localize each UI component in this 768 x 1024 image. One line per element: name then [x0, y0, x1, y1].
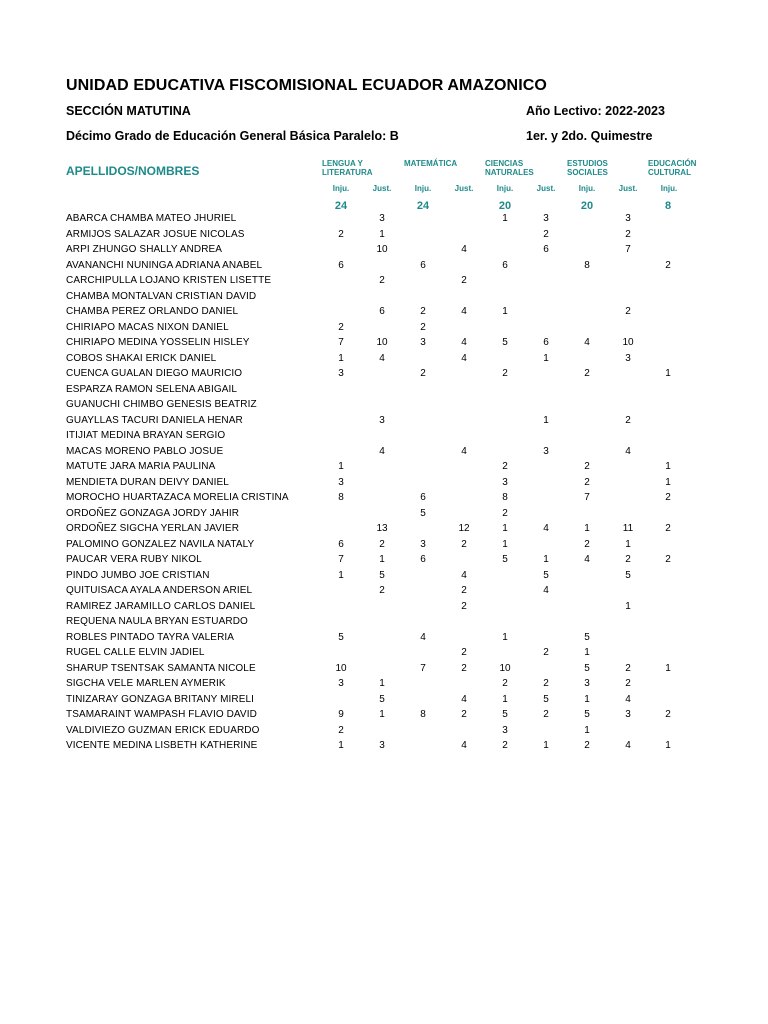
subject-total: 24 — [334, 200, 348, 212]
absence-count: 2 — [543, 228, 549, 240]
absence-count: 2 — [665, 492, 671, 503]
subject-total: 20 — [498, 200, 512, 212]
absence-count: 6 — [338, 538, 344, 550]
table-row — [0, 570, 690, 586]
justified-header: Just. — [454, 184, 474, 193]
absence-count: 1 — [665, 368, 671, 379]
absence-count: 1 — [584, 523, 590, 534]
absence-count: 7 — [584, 492, 590, 503]
subject-header: ESTUDIOS SOCIALES — [567, 159, 608, 177]
absence-count: 12 — [458, 523, 470, 534]
table-row — [0, 740, 690, 756]
absence-count: 1 — [502, 631, 508, 643]
absence-count: 2 — [502, 740, 508, 751]
subject-header: LENGUA Y LITERATURA — [322, 159, 373, 177]
absence-count: 2 — [665, 709, 671, 720]
subject-total: 24 — [416, 200, 430, 212]
subject-total: 8 — [664, 200, 672, 212]
absence-count: 1 — [379, 678, 385, 689]
absence-count: 1 — [584, 693, 590, 705]
table-row — [0, 461, 690, 477]
absence-count: 1 — [665, 461, 671, 472]
absence-count: 9 — [338, 709, 344, 720]
absence-count: 5 — [338, 631, 344, 643]
absence-count: 7 — [338, 554, 344, 565]
student-name: MOROCHO HUARTAZACA MORELIA CRISTINA — [66, 492, 289, 503]
absence-count: 6 — [543, 244, 549, 255]
absence-count: 4 — [461, 740, 467, 751]
student-name: VICENTE MEDINA LISBETH KATHERINE — [66, 740, 258, 751]
student-name: CHIRIAPO MEDINA YOSSELIN HISLEY — [66, 337, 250, 348]
absence-count: 5 — [584, 662, 590, 674]
student-name: TINIZARAY GONZAGA BRITANY MIRELI — [66, 693, 255, 705]
document-title: UNIDAD EDUCATIVA FISCOMISIONAL ECUADOR AMAZONICO — [66, 77, 547, 94]
absence-count: 2 — [338, 724, 344, 736]
absence-count: 1 — [543, 740, 549, 751]
table-row — [0, 275, 690, 291]
absence-count: 4 — [625, 693, 631, 705]
subject-header: MATEMÁTICA — [404, 159, 458, 168]
table-row — [0, 384, 690, 400]
absence-count: 1 — [584, 724, 590, 736]
absence-count: 4 — [461, 244, 467, 255]
absence-count: 1 — [625, 538, 631, 550]
student-name: ABARCA CHAMBA MATEO JHURIEL — [66, 213, 237, 224]
absence-count: 2 — [461, 647, 467, 658]
student-name: CUENCA GUALAN DIEGO MAURICIO — [66, 368, 243, 379]
absence-count: 1 — [338, 352, 344, 364]
absence-count: 5 — [502, 709, 508, 720]
absence-count: 3 — [502, 476, 508, 488]
absence-count: 5 — [379, 693, 385, 705]
absence-count: 2 — [461, 709, 467, 720]
subject-header: CIENCIAS NATURALES — [485, 159, 534, 177]
absence-count: 2 — [502, 507, 508, 519]
absence-count: 2 — [379, 538, 385, 550]
absence-count: 2 — [584, 538, 590, 550]
absence-count: 3 — [379, 414, 385, 426]
absence-count: 6 — [420, 259, 426, 271]
absence-count: 5 — [584, 631, 590, 643]
table-row — [0, 399, 690, 415]
absence-count: 1 — [502, 538, 508, 550]
absence-count: 7 — [625, 244, 631, 255]
absence-count: 2 — [625, 662, 631, 674]
table-row — [0, 632, 690, 648]
absence-count: 4 — [584, 554, 590, 565]
table-row — [0, 229, 690, 245]
table-row — [0, 446, 690, 462]
student-name: ITIJIAT MEDINA BRAYAN SERGIO — [66, 430, 226, 441]
table-row — [0, 213, 690, 229]
absence-count: 6 — [420, 554, 426, 565]
student-name: SIGCHA VELE MARLEN AYMERIK — [66, 678, 226, 689]
absence-count: 1 — [338, 569, 344, 581]
absence-count: 1 — [543, 554, 549, 565]
student-name: CHIRIAPO MACAS NIXON DANIEL — [66, 321, 229, 333]
subject-header: EDUCACIÓN CULTURAL — [648, 159, 697, 177]
student-name: MATUTE JARA MARIA PAULINA — [66, 461, 216, 472]
absence-count: 5 — [379, 569, 385, 581]
table-row — [0, 291, 690, 307]
absence-count: 3 — [338, 476, 344, 488]
absence-count: 3 — [543, 213, 549, 224]
absence-count: 2 — [461, 275, 467, 286]
absence-count: 4 — [461, 337, 467, 348]
table-row — [0, 554, 690, 570]
student-name: ESPARZA RAMON SELENA ABIGAIL — [66, 383, 238, 395]
absence-count: 2 — [665, 259, 671, 271]
justified-header: Just. — [618, 184, 638, 193]
absence-count: 2 — [665, 523, 671, 534]
table-row — [0, 508, 690, 524]
student-name: GUANUCHI CHIMBO GENESIS BEATRIZ — [66, 399, 257, 410]
absence-count: 2 — [502, 678, 508, 689]
absence-count: 4 — [461, 693, 467, 705]
unjustified-header: Inju. — [496, 184, 514, 193]
absence-count: 5 — [543, 693, 549, 705]
absence-count: 2 — [461, 538, 467, 550]
absence-count: 2 — [338, 228, 344, 240]
student-name: CHAMBA MONTALVAN CRISTIAN DAVID — [66, 290, 257, 302]
absence-count: 1 — [338, 740, 344, 751]
absence-count: 8 — [420, 709, 426, 720]
justified-header: Just. — [372, 184, 392, 193]
absence-count: 2 — [625, 554, 631, 565]
table-row — [0, 337, 690, 353]
absence-count: 8 — [584, 259, 590, 271]
table-row — [0, 725, 690, 741]
absence-count: 1 — [502, 306, 508, 317]
table-row — [0, 647, 690, 663]
student-name: CARCHIPULLA LOJANO KRISTEN LISETTE — [66, 275, 272, 286]
table-row — [0, 368, 690, 384]
absence-count: 1 — [665, 662, 671, 674]
absence-count: 4 — [379, 445, 385, 457]
table-row — [0, 306, 690, 322]
table-row — [0, 663, 690, 679]
absence-count: 2 — [502, 368, 508, 379]
absence-count: 2 — [543, 678, 549, 689]
student-name: MENDIETA DURAN DEIVY DANIEL — [66, 476, 229, 488]
absence-count: 6 — [420, 492, 426, 503]
school-year: Año Lectivo: 2022-2023 — [526, 104, 665, 118]
absence-count: 5 — [420, 507, 426, 519]
student-name: ORDOÑEZ SIGCHA YERLAN JAVIER — [66, 523, 240, 534]
absence-count: 2 — [584, 368, 590, 379]
absence-count: 1 — [379, 554, 385, 565]
absence-count: 6 — [543, 337, 549, 348]
absence-count: 3 — [543, 445, 549, 457]
absence-count: 1 — [379, 709, 385, 720]
absence-count: 2 — [502, 461, 508, 472]
absence-count: 3 — [420, 538, 426, 550]
student-name: ARPI ZHUNGO SHALLY ANDREA — [66, 244, 223, 255]
absence-count: 2 — [379, 585, 385, 596]
student-name: RAMIREZ JARAMILLO CARLOS DANIEL — [66, 600, 256, 612]
table-row — [0, 694, 690, 710]
absence-count: 8 — [338, 492, 344, 503]
absence-count: 4 — [584, 337, 590, 348]
absence-count: 2 — [625, 678, 631, 689]
absence-count: 1 — [502, 693, 508, 705]
table-row — [0, 415, 690, 431]
absence-count: 5 — [543, 569, 549, 581]
absence-count: 5 — [625, 569, 631, 581]
absence-count: 2 — [379, 275, 385, 286]
absence-count: 2 — [625, 306, 631, 317]
table-row — [0, 430, 690, 446]
absence-count: 1 — [338, 461, 344, 472]
student-name: SHARUP TSENTSAK SAMANTA NICOLE — [66, 662, 256, 674]
absence-count: 2 — [584, 476, 590, 488]
absence-count: 1 — [379, 228, 385, 240]
absence-count: 2 — [338, 321, 344, 333]
student-name: PALOMINO GONZALEZ NAVILA NATALY — [66, 538, 255, 550]
table-row — [0, 492, 690, 508]
absence-count: 4 — [625, 445, 631, 457]
absence-count: 10 — [376, 337, 388, 348]
absence-count: 5 — [502, 337, 508, 348]
absence-count: 7 — [338, 337, 344, 348]
unjustified-header: Inju. — [578, 184, 596, 193]
unjustified-header: Inju. — [332, 184, 350, 193]
student-name: QUITUISACA AYALA ANDERSON ARIEL — [66, 585, 253, 596]
absence-count: 2 — [461, 585, 467, 596]
absence-count: 3 — [379, 213, 385, 224]
absence-count: 2 — [543, 647, 549, 658]
absence-count: 1 — [543, 352, 549, 364]
student-name: PAUCAR VERA RUBY NIKOL — [66, 554, 202, 565]
absence-count: 1 — [543, 414, 549, 426]
absence-count: 2 — [584, 740, 590, 751]
student-name: RUGEL CALLE ELVIN JADIEL — [66, 647, 205, 658]
student-name: GUAYLLAS TACURI DANIELA HENAR — [66, 414, 243, 426]
absence-count: 3 — [338, 368, 344, 379]
section-label: SECCIÓN MATUTINA — [66, 104, 191, 118]
absence-count: 3 — [379, 740, 385, 751]
absence-count: 3 — [625, 352, 631, 364]
unjustified-header: Inju. — [414, 184, 432, 193]
absence-count: 3 — [584, 678, 590, 689]
grade-label: Décimo Grado de Educación General Básica Paralelo: B — [66, 129, 399, 143]
absence-count: 3 — [420, 337, 426, 348]
absence-count: 2 — [625, 228, 631, 240]
term-label: 1er. y 2do. Quimestre — [526, 129, 653, 143]
absence-count: 2 — [665, 554, 671, 565]
absence-count: 5 — [502, 554, 508, 565]
absence-count: 1 — [665, 476, 671, 488]
table-row — [0, 601, 690, 617]
names-column-header: APELLIDOS/NOMBRES — [66, 164, 200, 178]
absence-count: 3 — [502, 724, 508, 736]
table-row — [0, 539, 690, 555]
absence-count: 2 — [420, 368, 426, 379]
absence-count: 13 — [376, 523, 388, 534]
absence-count: 7 — [420, 662, 426, 674]
absence-count: 1 — [584, 647, 590, 658]
student-name: CHAMBA PEREZ ORLANDO DANIEL — [66, 306, 239, 317]
table-row — [0, 678, 690, 694]
absence-count: 10 — [499, 662, 511, 674]
absence-count: 2 — [420, 306, 426, 317]
absence-count: 3 — [338, 678, 344, 689]
student-name: AVANANCHI NUNINGA ADRIANA ANABEL — [66, 259, 263, 271]
absence-count: 2 — [543, 709, 549, 720]
absence-count: 4 — [461, 569, 467, 581]
absence-count: 8 — [502, 492, 508, 503]
justified-header: Just. — [536, 184, 556, 193]
table-row — [0, 709, 690, 725]
absence-count: 10 — [335, 662, 347, 674]
absence-count: 1 — [502, 523, 508, 534]
absence-count: 11 — [622, 523, 634, 534]
student-name: COBOS SHAKAI ERICK DANIEL — [66, 352, 217, 364]
student-name: VALDIVIEZO GUZMAN ERICK EDUARDO — [66, 724, 260, 736]
absence-count: 2 — [625, 414, 631, 426]
absence-count: 4 — [379, 352, 385, 364]
absence-count: 5 — [584, 709, 590, 720]
absence-count: 10 — [622, 337, 634, 348]
table-row — [0, 322, 690, 338]
absence-count: 4 — [543, 585, 549, 596]
student-name: MACAS MORENO PABLO JOSUE — [66, 445, 224, 457]
absence-count: 3 — [625, 709, 631, 720]
absence-count: 1 — [625, 600, 631, 612]
absence-count: 4 — [461, 352, 467, 364]
table-row — [0, 477, 690, 493]
absence-count: 1 — [502, 213, 508, 224]
absence-count: 6 — [338, 259, 344, 271]
table-row — [0, 616, 690, 632]
absence-count: 6 — [379, 306, 385, 317]
table-row — [0, 260, 690, 276]
student-name: ORDOÑEZ GONZAGA JORDY JAHIR — [66, 507, 240, 519]
absence-count: 4 — [461, 445, 467, 457]
student-name: ARMIJOS SALAZAR JOSUE NICOLAS — [66, 228, 245, 240]
absence-count: 6 — [502, 259, 508, 271]
absence-count: 1 — [665, 740, 671, 751]
absence-count: 4 — [543, 523, 549, 534]
student-name: ROBLES PINTADO TAYRA VALERIA — [66, 631, 235, 643]
table-row — [0, 585, 690, 601]
absence-count: 2 — [461, 600, 467, 612]
unjustified-header: Inju. — [660, 184, 678, 193]
absence-count: 4 — [625, 740, 631, 751]
table-row — [0, 523, 690, 539]
absence-count: 2 — [584, 461, 590, 472]
absence-count: 4 — [461, 306, 467, 317]
absence-count: 2 — [420, 321, 426, 333]
absence-count: 3 — [625, 213, 631, 224]
student-name: TSAMARAINT WAMPASH FLAVIO DAVID — [66, 709, 257, 720]
student-rows — [0, 213, 690, 756]
absence-count: 2 — [461, 662, 467, 674]
student-name: PINDO JUMBO JOE CRISTIAN — [66, 569, 210, 581]
absence-count: 10 — [376, 244, 388, 255]
subject-total: 20 — [580, 200, 594, 212]
absence-count: 4 — [420, 631, 426, 643]
table-row — [0, 244, 690, 260]
table-row — [0, 353, 690, 369]
student-name: REQUENA NAULA BRYAN ESTUARDO — [66, 616, 248, 627]
